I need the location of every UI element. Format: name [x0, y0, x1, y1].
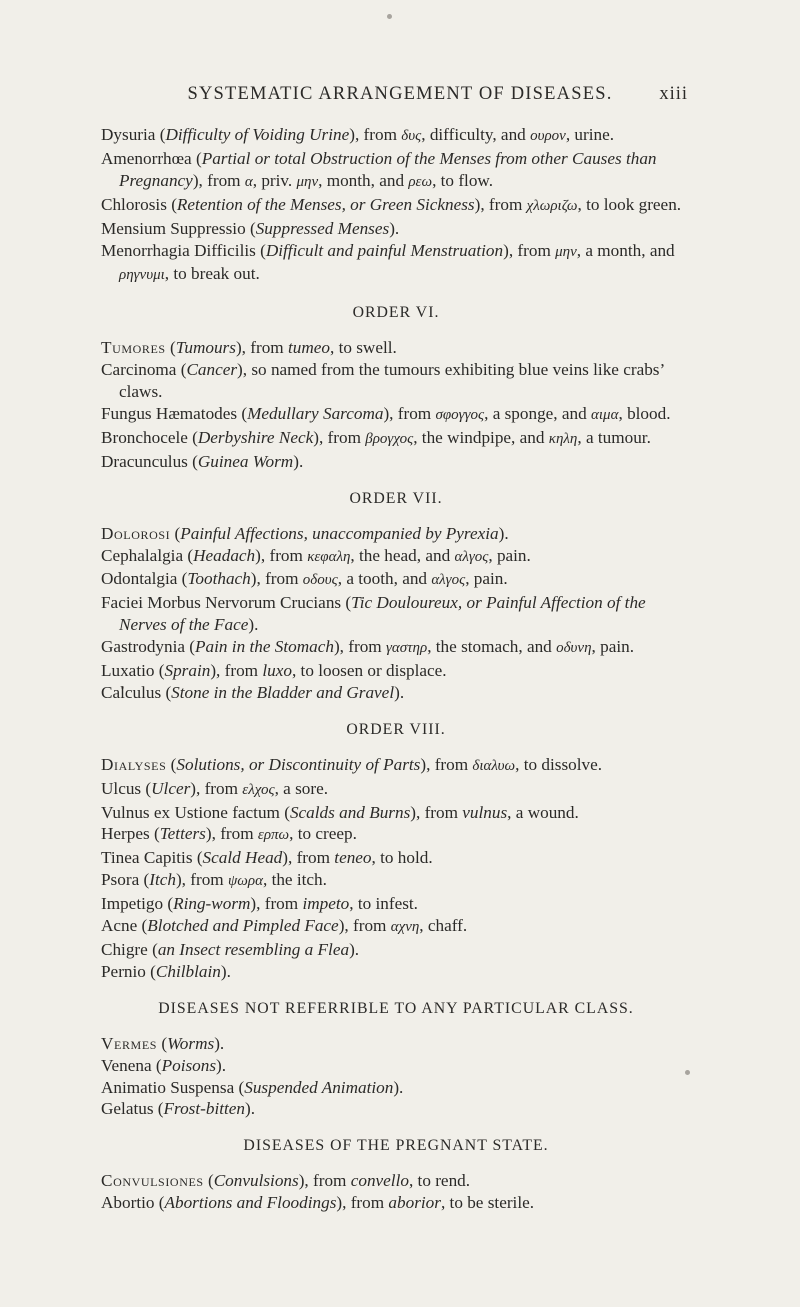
entry-impetigo: Impetigo (Ring-worm), from impeto, to infest. [101, 894, 418, 914]
order-heading: ORDER VIII. [346, 720, 446, 738]
entry-abortio: Abortio (Abortions and Floodings), from aborior, to be sterile. [101, 1193, 535, 1213]
entry-bronchocele: Bronchocele (Derbyshire Neck), from βρογχος, the windpipe, and κηλη, a tumour. [101, 427, 651, 447]
entry-tinea-capitis: Tinea Capitis (Scald Head), from teneo, to hold. [101, 848, 433, 868]
entry-odontalgia: Odontalgia (Toothach), from οδους, a tooth, and αλγος, pain. [101, 569, 508, 589]
entry-animatio-suspensa: Animatio Suspensa (Suspended Animation). [101, 1077, 404, 1097]
entry-gastrodynia: Gastrodynia (Pain in the Stomach), from γαστηρ, the stomach, and οδυνη, pain. [101, 637, 635, 657]
entry-chigre: Chigre (an Insect resembling a Flea). [101, 940, 360, 959]
entry-luxatio: Luxatio (Sprain), from luxo, to loosen or displace. [101, 661, 447, 681]
entry-ulcus: Ulcus (Ulcer), from ελχος, a sore. [101, 778, 329, 798]
entry-calculus: Calculus (Stone in the Bladder and Gravel). [101, 682, 405, 702]
order-heading: ORDER VII. [349, 489, 443, 507]
entry-gelatus: Gelatus (Frost-bitten). [101, 1099, 256, 1119]
entry-chlorosis: Chlorosis (Retention of the Menses, or Green Sickness), from χλωριζω, to look green. [101, 194, 682, 214]
entry-convulsiones: Convulsiones (Convulsions), from convello, to rend. [101, 1171, 471, 1191]
entry-dolorosi: Dolorosi (Painful Affections, unaccompanied by Pyrexia). [101, 523, 509, 543]
entry-carcinoma: Carcinoma (Cancer), so named from the tumours exhibiting blue veins like crabs’ claws. [101, 360, 664, 402]
entry-psora: Psora (Itch), from ψωρα, the itch. [101, 870, 327, 890]
entry-pernio: Pernio (Chilblain). [101, 961, 231, 981]
entry-dialyses: Dialyses (Solutions, or Discontinuity of Parts), from διαλυω, to dissolve. [101, 754, 603, 774]
entry-herpes: Herpes (Tetters), from ερπω, to creep. [101, 824, 357, 844]
entry-dracunculus: Dracunculus (Guinea Worm). [101, 451, 304, 471]
entry-fungus-haematodes: Fungus Hæmatodes (Medullary Sarcoma), from σφογγος, a sponge, and αιμα, blood. [101, 403, 671, 423]
entry-vermes: Vermes (Worms). [101, 1033, 225, 1053]
entry-dysuria: Dysuria (Difficulty of Voiding Urine), from δυς, difficulty, and ουρον, urine. [101, 125, 615, 144]
section-heading: DISEASES OF THE PREGNANT STATE. [243, 1137, 549, 1155]
page-number: xiii [659, 84, 688, 104]
entry-acne: Acne (Blotched and Pimpled Face), from αχνη, chaff. [101, 916, 468, 936]
entry-faciei-morbus: Faciei Morbus Nervorum Crucians (Tic Douloureux, or Painful Affection of the Nerves of the Face). [101, 593, 646, 635]
entry-venena: Venena (Poisons). [101, 1055, 227, 1075]
page-body [101, 124, 691, 1214]
entry-mensium-suppressio: Mensium Suppressio (Suppressed Menses). [101, 218, 400, 238]
paper-speck [387, 14, 392, 19]
running-head: SYSTEMATIC ARRANGEMENT OF DISEASES. [187, 84, 613, 104]
entry-amenorrhoea: Amenorrhœa (Partial or total Obstruction of the Menses from other Causes than Pregnancy), from α, priv. μην, month, and ρεω, to flow. [101, 148, 657, 190]
section-heading: DISEASES NOT REFERRIBLE TO ANY PARTICULAR CLASS. [158, 999, 634, 1017]
entry-menorrhagia: Menorrhagia Difficilis (Difficult and painful Menstruation), from μην, a month, and ρηγνυμι, to break out. [101, 240, 675, 284]
entry-tumores: Tumores (Tumours), from tumeo, to swell. [101, 338, 397, 358]
entry-vulnus: Vulnus ex Ustione factum (Scalds and Burns), from vulnus, a wound. [101, 802, 579, 822]
entry-cephalalgia: Cephalalgia (Headach), from κεφαλη, the head, and αλγος, pain. [101, 545, 531, 565]
order-heading: ORDER VI. [352, 304, 440, 322]
